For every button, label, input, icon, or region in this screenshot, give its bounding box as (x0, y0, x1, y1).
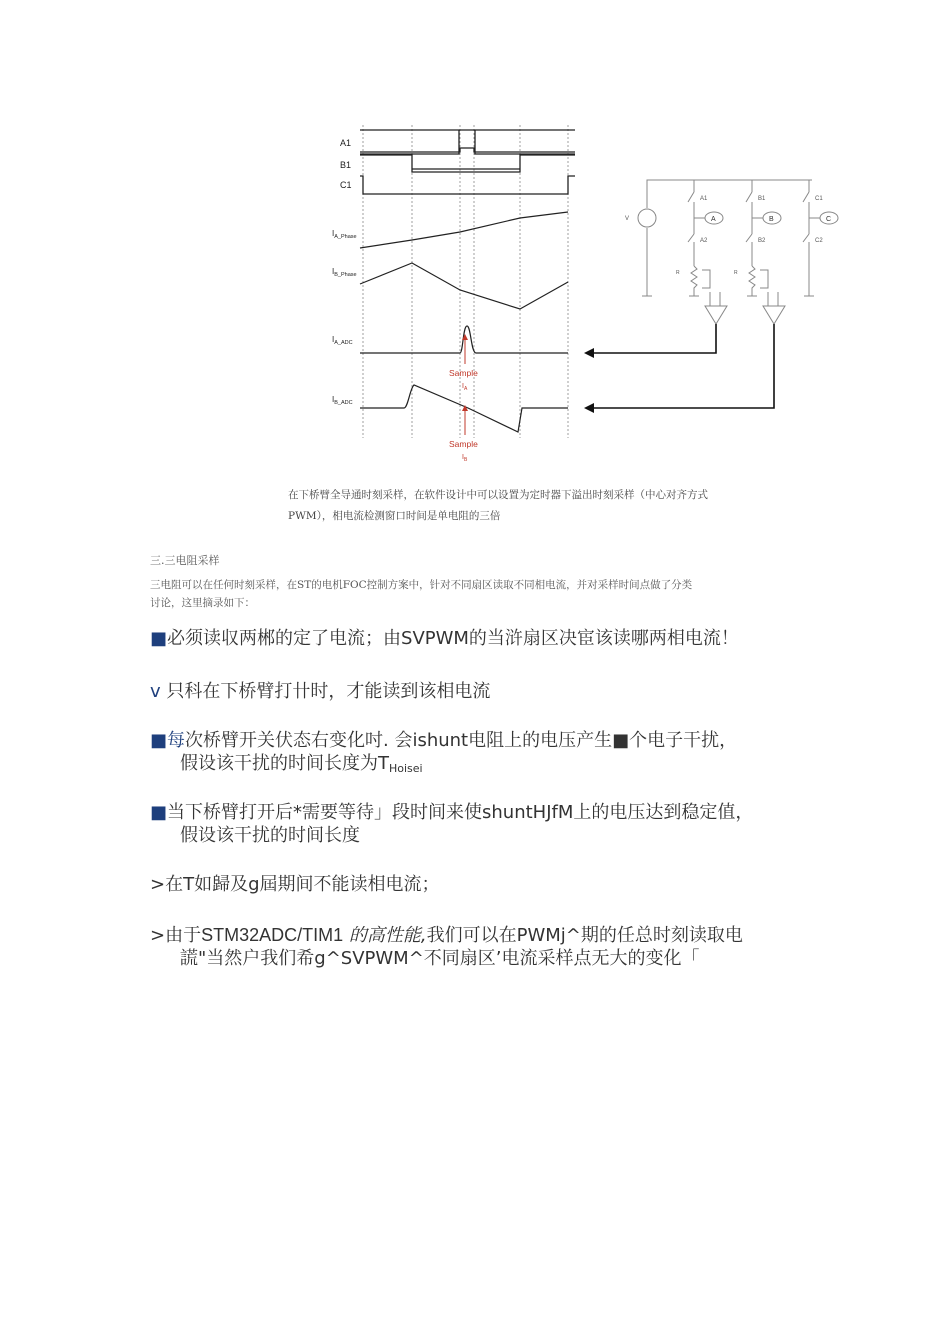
ia-adc-label: $I_{A\_ADC}$ (332, 335, 353, 346)
ib-phase-trace (360, 263, 568, 309)
bullet-2 (150, 680, 820, 703)
signal-label-c1: C1 (340, 180, 352, 190)
svg-text:Sample: Sample (449, 439, 478, 449)
switch-label-a1: A1 (700, 196, 708, 202)
pwm-b1-trace (360, 155, 575, 172)
bullet-line-1c: 我们可以在PWMj^期的任总时刻读取电 (426, 925, 743, 946)
bullet-marker: > (150, 874, 166, 895)
dc-source-icon (638, 209, 656, 227)
signal-label-a1: A1 (340, 138, 352, 148)
pwm-c1-trace (360, 176, 575, 194)
svg-text:IB: $I_B$ (462, 454, 468, 463)
switch-label-b2: B2 (758, 238, 766, 244)
bullet-marker: v (150, 681, 161, 702)
bullet-4 (150, 801, 820, 847)
svg-text:Sample: Sample (449, 368, 478, 378)
pwm-a1-trace (360, 130, 575, 154)
switch-label-a2: A2 (700, 238, 708, 244)
bullet-line-2: 假设该干扰的时间长度为T (180, 753, 389, 774)
svg-text:IA: $I_A$ (462, 383, 468, 392)
feedback-arrow-b (592, 324, 774, 408)
figure-caption (288, 485, 808, 527)
bullet-marker: ■ (150, 628, 168, 649)
arrow-head-b (584, 403, 594, 413)
bullet-first-char: 每 (167, 730, 186, 751)
ib-adc-label: $I_{B\_ADC}$ (332, 395, 353, 406)
phase-node-a (705, 212, 723, 224)
switch-label-c2: C2 (815, 238, 823, 244)
bullet-marker: ■ (150, 802, 168, 823)
svg-text:A: A (711, 216, 716, 223)
caption-line-2: PWM），相电流检测窗口时间是单电阻的三倍 (288, 510, 501, 522)
bullet-line-1: 次桥臂开关伏态右变化吋. 会ishunt电阻上的电压产生■个电子干扰， (185, 730, 738, 751)
signal-label-b1: B1 (340, 160, 352, 170)
bullet-3 (150, 729, 820, 780)
section-title: 三.三电阻采样 (150, 554, 220, 567)
switch-label-b1: B1 (758, 196, 766, 202)
bullet-text: 只科在下桥臂打卄时，才能读到该相电流 (166, 681, 491, 702)
phase-node-c (820, 212, 838, 224)
caption-line-1: 在下桥臂全导通时刻采样，在软件设计中可以设置为定时器下溢出时刻采样（中心对齐方式 (288, 489, 708, 501)
intro-line-1: 三电阻可以在任何时刻采样，在ST的电机FOC控制方案中，针对不同扇区读取不同相电流，并对采样时间点做了分类 (150, 579, 693, 591)
waveform-circuit-figure (300, 110, 860, 470)
ib-phase-label: $I_{B\_Phase}$ (332, 267, 357, 278)
bullet-text: 必须读収两郴的定了电流；由SVPWM的当浒扇区决宦该读哪两相电流！ (167, 628, 739, 649)
bullet-subscript: Hoisei (389, 762, 423, 775)
ia-phase-trace (360, 212, 568, 248)
inverter-circuit (642, 180, 821, 324)
feedback-arrow-a (592, 324, 716, 353)
phase-node-b (763, 212, 781, 224)
shunt-label-b: R (734, 270, 738, 276)
bullet-line-2: 假设该干扰的时间长度 (180, 825, 360, 846)
intro-line-2: 讨论，这里摘录如下： (150, 597, 255, 609)
vdc-label: V (625, 216, 630, 222)
ia-phase-label: $I_{A\_Phase}$ (332, 229, 357, 240)
svg-text:C: C (826, 216, 832, 223)
bullet-line-2: 謊"当然户我们希g^SVPWM^不同扇区’电流采样点无大的变化「 (180, 948, 700, 969)
svg-text:B: B (769, 216, 774, 223)
shunt-label-a: R (676, 270, 680, 276)
arrow-head-a (584, 348, 594, 358)
bullet-line-1a: 由于STM32ADC/TIM1 (165, 925, 344, 945)
bullet-text: 在T如歸及g屆期间不能读相电流； (165, 874, 440, 895)
section-intro (150, 576, 810, 612)
switch-label-c1: C1 (815, 196, 823, 202)
bullet-1 (150, 627, 820, 650)
bullet-5 (150, 873, 820, 896)
bullet-marker: > (150, 925, 166, 946)
bullet-line-1: 当下桥臂打开后*需要等待」段时间来使shuntHJfM上的电压达到稳定值， (167, 802, 754, 823)
bullet-marker: ■ (150, 730, 168, 751)
bullet-6 (150, 924, 820, 970)
bullet-line-1b: 的高性能, (348, 925, 427, 946)
